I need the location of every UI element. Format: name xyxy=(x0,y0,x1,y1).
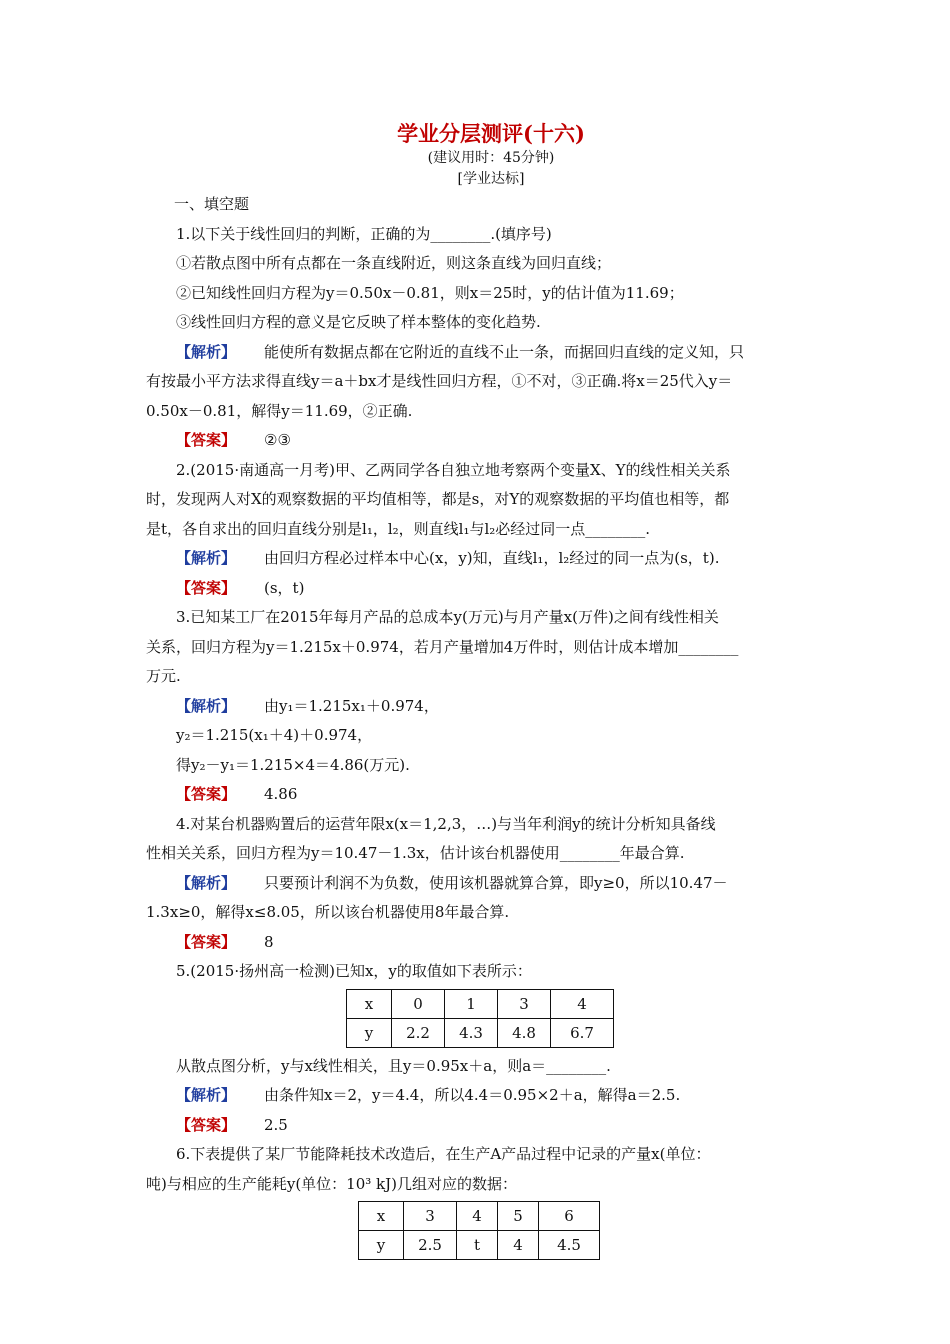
table-cell: 0 xyxy=(392,989,445,1018)
table-cell: 4.5 xyxy=(539,1231,600,1260)
question-3-stem: 关系，回归方程为y＝1.215x＋0.974，若月产量增加4万件时，则估计成本增加________ xyxy=(146,637,739,656)
explanation-label: 【解析】 xyxy=(176,696,237,715)
answer-label: 【答案】 xyxy=(176,932,237,951)
table-row xyxy=(347,989,614,1018)
question-1-explanation xyxy=(146,338,806,368)
table-cell: 2.2 xyxy=(392,1018,445,1047)
question-2-stem: 是t，各自求出的回归直线分别是l₁，l₂，则直线l₁与l₂必经过同一点________. xyxy=(146,519,651,538)
question-3-answer xyxy=(146,780,806,810)
question-5-answer xyxy=(146,1111,806,1141)
data-table-q5 xyxy=(346,989,614,1048)
explanation-text: 能使所有数据点都在它附近的直线不止一条，而据回归直线的定义知，只 xyxy=(264,342,745,361)
table-cell: y xyxy=(359,1231,404,1260)
explanation-text: y₂＝1.215(x₁＋4)＋0.974， xyxy=(176,726,373,744)
question-3-stem: 万元. xyxy=(146,667,181,685)
answer-label: 【答案】 xyxy=(176,1115,237,1134)
question-4-explanation xyxy=(146,869,806,899)
explanation-text: 有按最小平方法求得直线y＝a＋bx才是线性回归方程，①不对，③正确.将x＝25代入y＝ xyxy=(146,372,733,390)
question-4-stem: 4.对某台机器购置后的运营年限x(x＝1,2,3，…)与当年利润y的统计分析知具备线 xyxy=(176,814,716,833)
question-2-stem: 时，发现两人对X的观察数据的平均值相等，都是s，对Y的观察数据的平均值也相等，都 xyxy=(146,490,730,508)
question-3-explanation xyxy=(146,692,806,722)
level-heading: [学业达标] xyxy=(457,171,525,187)
question-5-stem: 从散点图分析，y与x线性相关，且y＝0.95x＋a，则a＝________. xyxy=(176,1056,611,1075)
question-1-answer xyxy=(146,426,806,456)
question-1-option-3: ③线性回归方程的意义是它反映了样本整体的变化趋势. xyxy=(176,313,541,331)
question-4-answer xyxy=(146,928,806,958)
table-cell: 6 xyxy=(539,1202,600,1231)
answer-text: 4.86 xyxy=(264,785,298,803)
answer-label: 【答案】 xyxy=(176,785,237,803)
explanation-text: 由条件知x＝2，y＝4.4，所以4.4＝0.95×2＋a，解得a＝2.5. xyxy=(264,1086,681,1104)
explanation-label: 【解析】 xyxy=(176,342,237,361)
answer-text: 2.5 xyxy=(264,1115,288,1134)
table-cell: 4 xyxy=(498,1231,539,1260)
question-1-stem: 1.以下关于线性回归的判断，正确的为________.(填序号) xyxy=(176,224,552,243)
explanation-text: 只要预计利润不为负数，使用该机器就算合算，即y≥0，所以10.47－ xyxy=(264,873,728,892)
question-5-stem: 5.(2015·扬州高一检测)已知x，y的取值如下表所示： xyxy=(176,962,532,980)
page-title: 学业分层测评(十六) xyxy=(397,121,585,146)
question-4-stem: 性相关关系，回归方程为y＝10.47－1.3x，估计该台机器使用________年最合算. xyxy=(146,844,685,862)
explanation-text: 1.3x≥0，解得x≤8.05，所以该台机器使用8年最合算. xyxy=(146,903,510,921)
table-cell: 4 xyxy=(457,1202,498,1231)
explanation-label: 【解析】 xyxy=(176,1086,237,1104)
question-2-answer xyxy=(146,574,806,604)
table-cell: 2.5 xyxy=(404,1231,457,1260)
table-cell: 4 xyxy=(551,989,614,1018)
answer-text: (s，t) xyxy=(264,578,305,597)
explanation-text: 由回归方程必过样本中心(x，y)知，直线l₁，l₂经过的同一点为(s，t). xyxy=(264,549,720,567)
table-cell: 4.8 xyxy=(498,1018,551,1047)
table-row xyxy=(347,1018,614,1047)
explanation-text: 0.50x－0.81，解得y＝11.69，②正确. xyxy=(146,401,413,420)
table-cell: 1 xyxy=(445,989,498,1018)
answer-text: ②③ xyxy=(264,431,291,449)
question-6-stem: 吨)与相应的生产能耗y(单位：10³ kJ)几组对应的数据： xyxy=(146,1174,518,1193)
explanation-label: 【解析】 xyxy=(176,549,237,567)
time-note: (建议用时：45分钟) xyxy=(427,150,555,166)
table-cell: t xyxy=(457,1231,498,1260)
question-6-stem: 6.下表提供了某厂节能降耗技术改造后，在生产A产品过程中记录的产量x(单位： xyxy=(176,1145,711,1163)
answer-label: 【答案】 xyxy=(176,578,237,597)
table-row xyxy=(359,1202,600,1231)
table-cell: 3 xyxy=(498,989,551,1018)
question-5-explanation xyxy=(146,1081,806,1111)
question-1-option-1: ①若散点图中所有点都在一条直线附近，则这条直线为回归直线； xyxy=(176,254,612,272)
data-table-q6 xyxy=(358,1201,600,1260)
worksheet xyxy=(146,120,806,1264)
answer-label: 【答案】 xyxy=(176,431,237,449)
question-2-explanation xyxy=(146,544,806,574)
question-2-stem: 2.(2015·南通高一月考)甲、乙两同学各自独立地考察两个变量X、Y的线性相关关系 xyxy=(176,460,731,479)
explanation-text: 由y₁＝1.215x₁＋0.974， xyxy=(264,696,439,715)
question-1-option-2: ②已知线性回归方程为y＝0.50x－0.81，则x＝25时，y的估计值为11.69； xyxy=(176,283,684,302)
table-cell: 4.3 xyxy=(445,1018,498,1047)
table-cell: 3 xyxy=(404,1202,457,1231)
table-cell: x xyxy=(347,989,392,1018)
table-cell: y xyxy=(347,1018,392,1047)
explanation-label: 【解析】 xyxy=(176,873,237,892)
table-cell: x xyxy=(359,1202,404,1231)
table-cell: 6.7 xyxy=(551,1018,614,1047)
question-3-stem: 3.已知某工厂在2015年每月产品的总成本y(万元)与月产量x(万件)之间有线性相关 xyxy=(176,608,719,626)
section-heading: 一、填空题 xyxy=(174,195,250,213)
table-cell: 5 xyxy=(498,1202,539,1231)
table-row xyxy=(359,1231,600,1260)
answer-text: 8 xyxy=(264,932,274,951)
explanation-text: 得y₂－y₁＝1.215×4＝4.86(万元). xyxy=(176,755,410,774)
